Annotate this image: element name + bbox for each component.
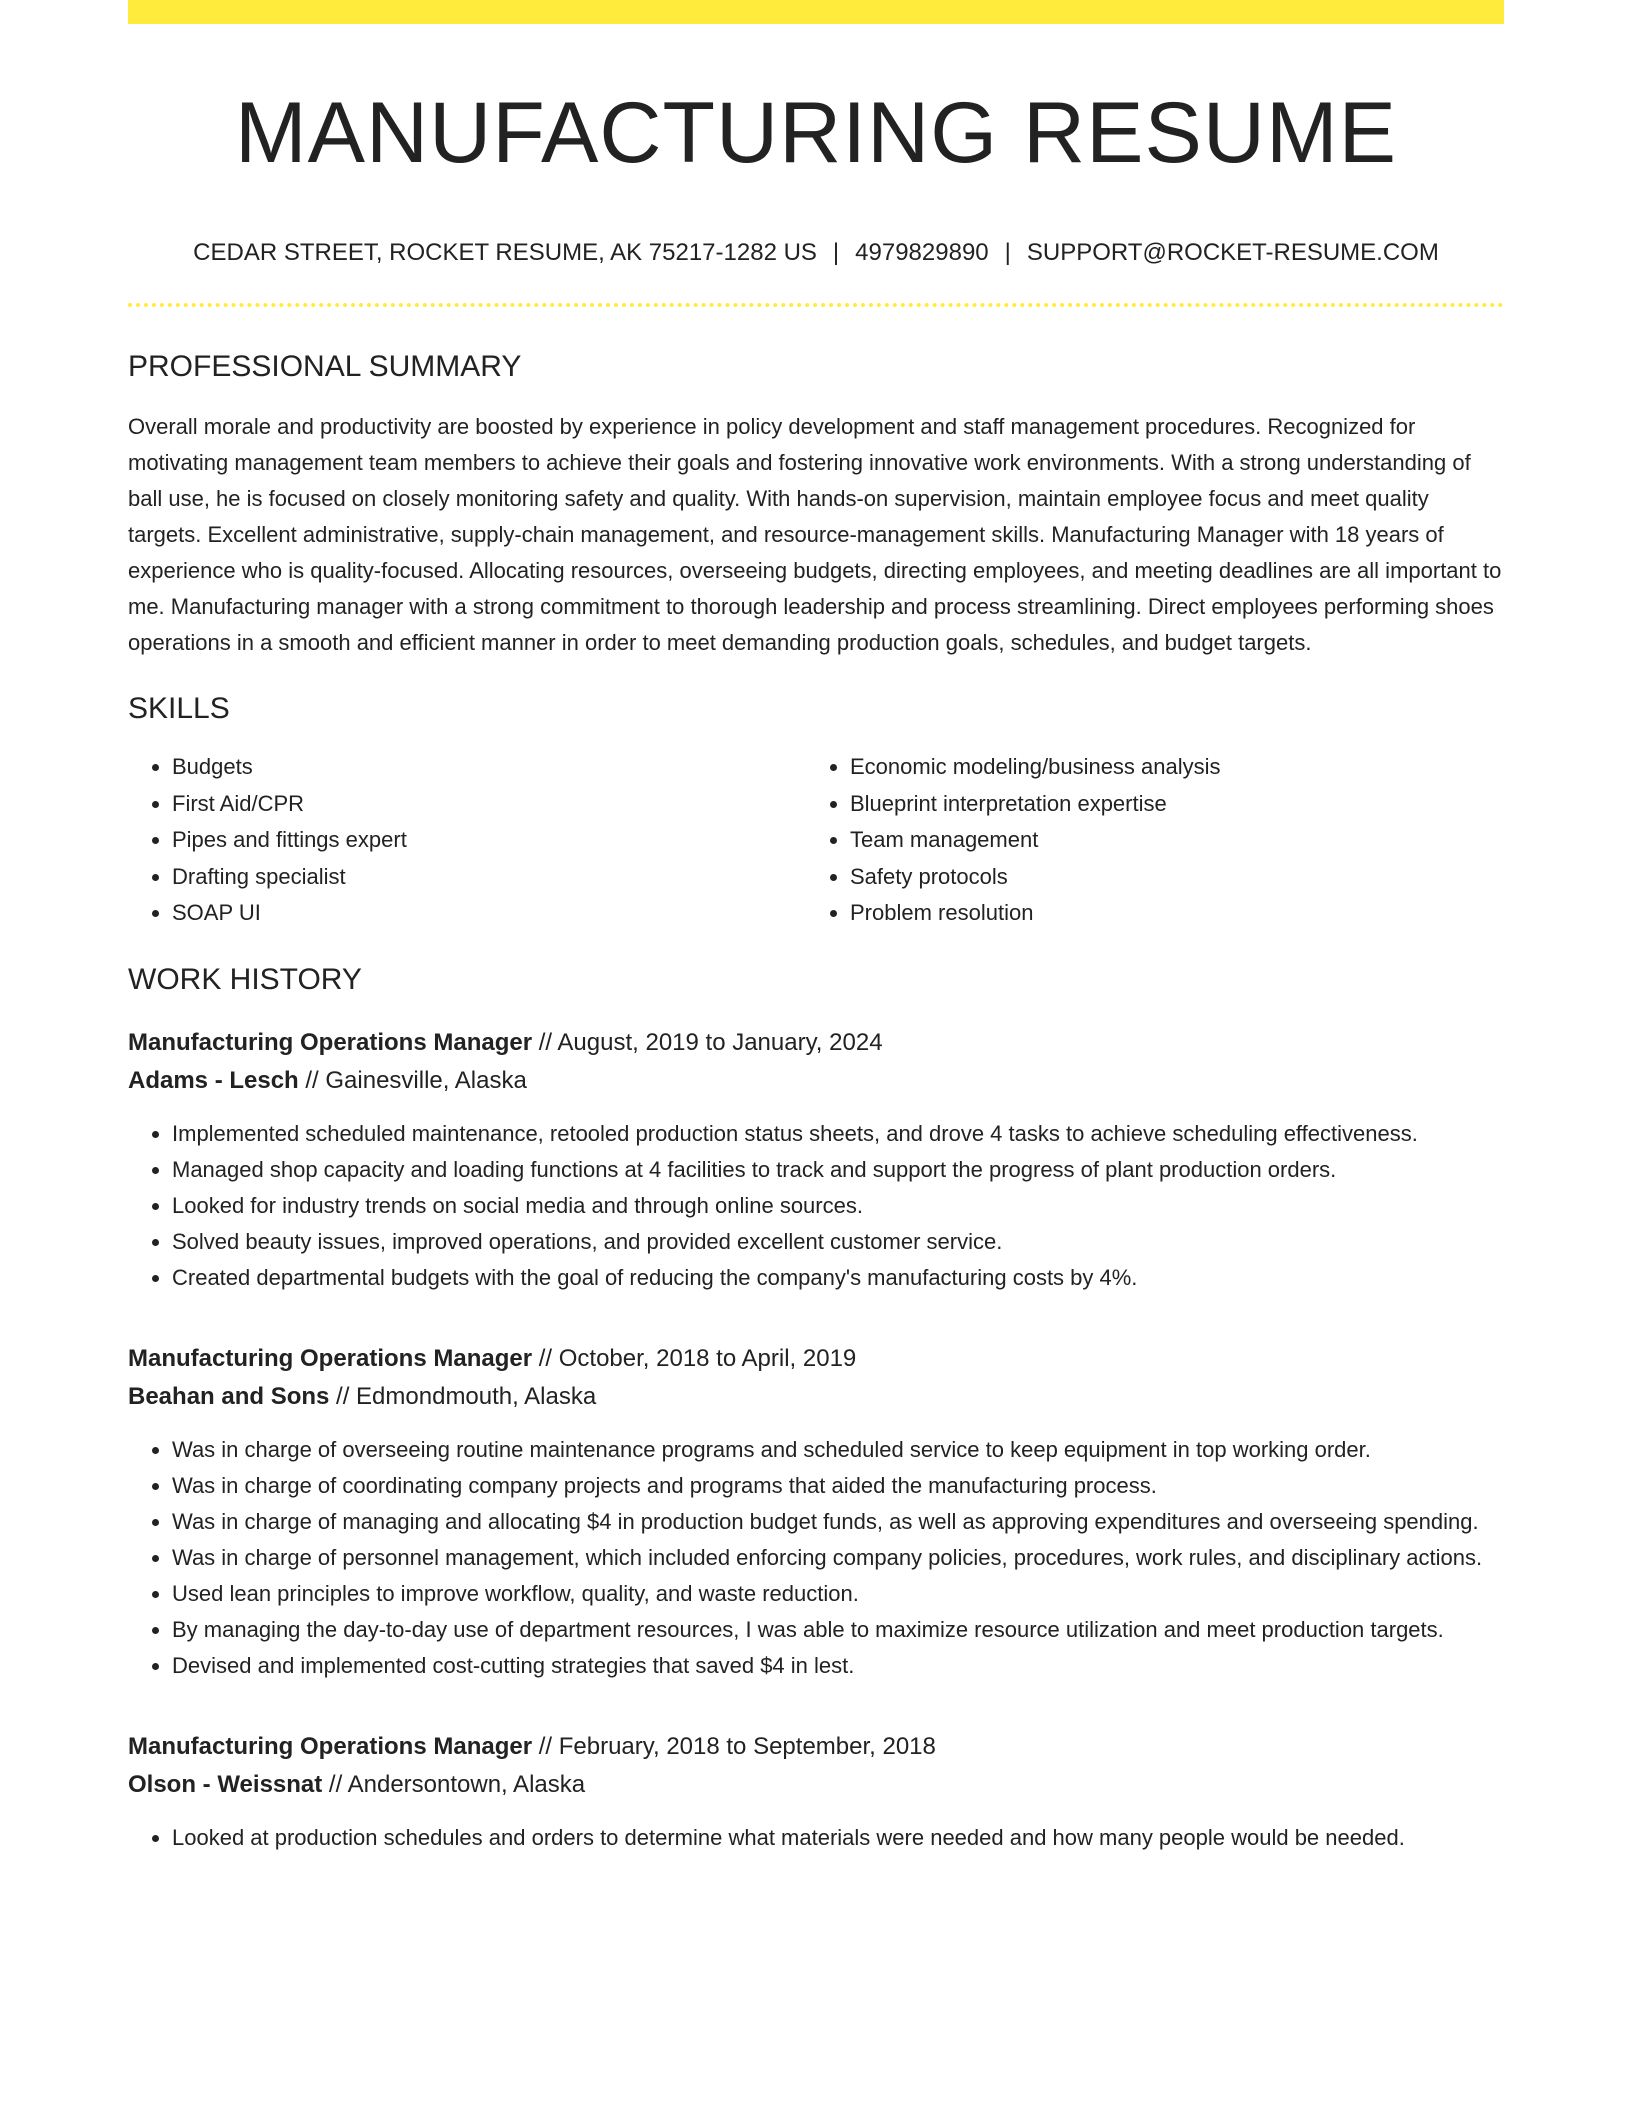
job-bullet: • Was in charge of coordinating company projects and programs that aided the manufacturing process. — [172, 1468, 1504, 1504]
job-role-line — [128, 1024, 1504, 1062]
contact-email: SUPPORT@ROCKET-RESUME.COM — [1026, 238, 1439, 266]
summary-heading: PROFESSIONAL SUMMARY — [128, 350, 522, 384]
job-bullet: • Solved beauty issues, improved operations, and provided excellent customer service. — [172, 1224, 1504, 1260]
job-bullet: • Was in charge of personnel management, which included enforcing company policies, procedures, work rules, and disciplinary actions. — [172, 1540, 1504, 1576]
job-company-line — [128, 1062, 1504, 1100]
job-bullet: • Implemented scheduled maintenance, retooled production status sheets, and drove 4 tasks to achieve scheduling effectiveness. — [172, 1116, 1504, 1152]
job-bullets — [128, 1116, 1504, 1296]
skill-item: • Pipes and fittings expert — [172, 822, 806, 859]
job-entry — [128, 1728, 1504, 1856]
job-location: // Gainesville, Alaska — [298, 1066, 527, 1094]
job-role: Manufacturing Operations Manager — [128, 1344, 533, 1372]
job-bullet: • Was in charge of overseeing routine maintenance programs and scheduled service to keep equipment in top working order. — [172, 1432, 1504, 1468]
job-role-line — [128, 1728, 1504, 1766]
job-company: Adams - Lesch — [128, 1066, 299, 1094]
skills-heading: SKILLS — [128, 692, 230, 726]
contact-line — [128, 239, 1504, 268]
job-entry — [128, 1340, 1504, 1684]
contact-address: CEDAR STREET, ROCKET RESUME, AK 75217-1282 US — [193, 238, 817, 266]
work-history-heading: WORK HISTORY — [128, 962, 362, 996]
top-accent-bar — [128, 0, 1504, 24]
job-location: // Andersontown, Alaska — [322, 1770, 586, 1798]
job-company-line — [128, 1766, 1504, 1804]
job-dates: // February, 2018 to September, 2018 — [532, 1732, 936, 1760]
job-bullet: • Created departmental budgets with the goal of reducing the company's manufacturing costs by 4%. — [172, 1260, 1504, 1296]
skill-item: • SOAP UI — [172, 895, 806, 932]
job-company: Olson - Weissnat — [128, 1770, 323, 1798]
job-bullets — [128, 1432, 1504, 1684]
job-bullet: • Used lean principles to improve workflow, quality, and waste reduction. — [172, 1576, 1504, 1612]
job-bullet: • Looked at production schedules and orders to determine what materials were needed and how many people would be needed. — [172, 1820, 1504, 1856]
job-entry — [128, 1024, 1504, 1296]
job-dates: // October, 2018 to April, 2019 — [532, 1344, 857, 1372]
job-company: Beahan and Sons — [128, 1382, 330, 1410]
skills-column-left — [128, 749, 806, 932]
skills-list — [128, 749, 1504, 932]
contact-separator: | — [832, 238, 840, 266]
job-bullet: • Was in charge of managing and allocating $4 in production budget funds, as well as approving expenditures and overseeing spending. — [172, 1504, 1504, 1540]
skill-item: • Problem resolution — [850, 895, 1484, 932]
summary-text: Overall morale and productivity are boosted by experience in policy development and staff management procedures. Recognized for motivating management team members to achieve their goals and fostering innovative work environments. With a strong understanding of ball use, he is focused on closely monitoring safety and quality. With hands-on supervision, maintain employee focus and meet quality targets. Excellent administrative, supply-chain management, and resource-management skills. Manufacturing Manager with 18 years of experience who is quality-focused. Allocating resources, overseeing budgets, directing employees, and meeting deadlines are all important to me. Manufacturing manager with a strong commitment to thorough leadership and process streamlining. Direct employees performing shoes operations in a smooth and efficient manner in order to meet demanding production goals, schedules, and budget targets. — [128, 414, 1502, 656]
job-bullet: • Looked for industry trends on social media and through online sources. — [172, 1188, 1504, 1224]
job-location: // Edmondmouth, Alaska — [329, 1382, 597, 1410]
job-dates: // August, 2019 to January, 2024 — [532, 1028, 883, 1056]
job-bullet: • Managed shop capacity and loading functions at 4 facilities to track and support the progress of plant production orders. — [172, 1152, 1504, 1188]
skill-item: • Safety protocols — [850, 859, 1484, 896]
job-role-line — [128, 1340, 1504, 1378]
skill-item: • First Aid/CPR — [172, 786, 806, 823]
job-bullet: • By managing the day-to-day use of department resources, I was able to maximize resource utilization and meet production targets. — [172, 1612, 1504, 1648]
resume-page — [128, 0, 1504, 1856]
skill-item: • Blueprint interpretation expertise — [850, 786, 1484, 823]
job-bullet: • Devised and implemented cost-cutting strategies that saved $4 in lest. — [172, 1648, 1504, 1684]
skill-item: • Drafting specialist — [172, 859, 806, 896]
skill-item: • Budgets — [172, 749, 806, 786]
skill-item: • Economic modeling/business analysis — [850, 749, 1484, 786]
job-role: Manufacturing Operations Manager — [128, 1028, 533, 1056]
job-role: Manufacturing Operations Manager — [128, 1732, 533, 1760]
job-bullets — [128, 1820, 1504, 1856]
skill-item: • Team management — [850, 822, 1484, 859]
dotted-divider — [128, 303, 1504, 307]
resume-title: MANUFACTURING RESUME — [235, 85, 1397, 181]
contact-separator: | — [1004, 238, 1011, 266]
skills-column-right — [806, 749, 1484, 932]
contact-phone: 4979829890 — [855, 238, 989, 266]
job-company-line — [128, 1378, 1504, 1416]
